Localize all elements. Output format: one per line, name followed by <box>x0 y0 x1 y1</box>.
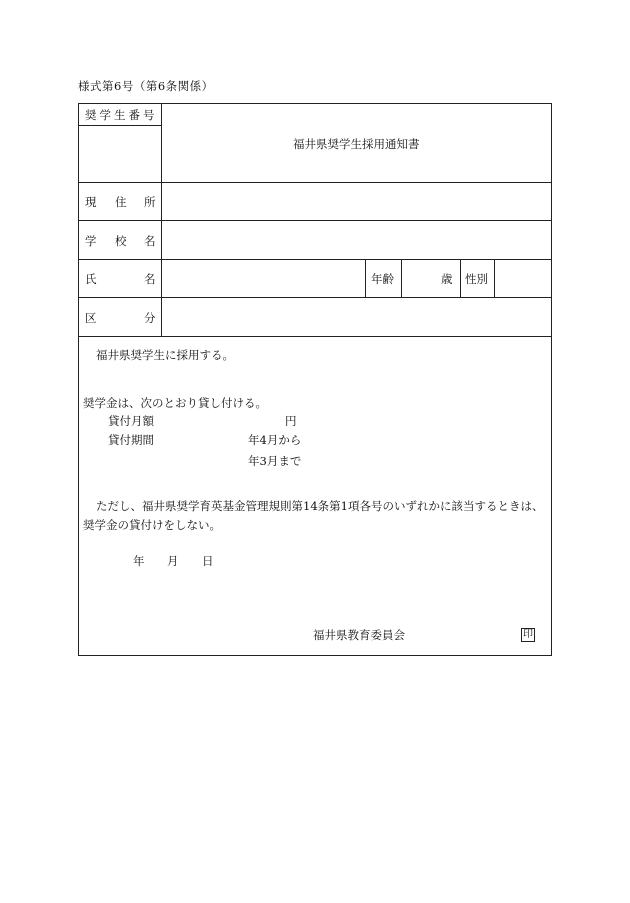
category-value[interactable] <box>162 298 551 335</box>
age-unit: 歳 <box>441 272 453 286</box>
loan-period-to: 年3月まで <box>248 454 302 468</box>
loan-intro-text: 奨学金は、次のとおり貸し付ける。 <box>83 396 267 410</box>
name-label-char-1: 氏 <box>85 272 97 286</box>
age-value[interactable] <box>402 260 438 296</box>
name-label-char-2: 名 <box>144 272 156 286</box>
rule-category-bottom <box>78 336 552 337</box>
rule-gender-left <box>460 259 461 297</box>
proviso-line-2: 奨学金の貸付けをしない。 <box>83 518 221 532</box>
date-day-label: 日 <box>202 554 214 568</box>
name-value[interactable] <box>162 260 364 296</box>
yen-unit: 円 <box>285 414 297 428</box>
rule-age-left <box>365 259 366 297</box>
gender-label: 性別 <box>465 272 488 286</box>
notice-title: 福井県奨学生採用通知書 <box>293 137 420 151</box>
school-label-char-1: 学 <box>85 234 97 248</box>
gender-value[interactable] <box>495 260 551 296</box>
category-label-char-2: 分 <box>144 311 156 325</box>
decision-text: 福井県奨学生に採用する。 <box>96 348 234 362</box>
address-label-char-2: 住 <box>115 195 127 209</box>
school-value[interactable] <box>162 221 551 258</box>
loan-period-from: 年4月から <box>248 433 302 447</box>
date-month-label: 月 <box>167 554 179 568</box>
address-label-char-3: 所 <box>144 195 156 209</box>
seal-mark: 印 <box>523 629 533 640</box>
issuer-name: 福井県教育委員会 <box>313 628 405 642</box>
proviso-line-1: ただし、福井県奨学育英基金管理規則第14条第1項各号のいずれかに該当するときは、 <box>96 499 544 513</box>
address-value[interactable] <box>162 183 551 219</box>
category-label-char-1: 区 <box>85 311 97 325</box>
monthly-amount-label: 貸付月額 <box>108 414 154 428</box>
loan-period-label: 貸付期間 <box>108 433 154 447</box>
school-label-char-3: 名 <box>144 234 156 248</box>
student-number-label: 奨学生番号 <box>85 108 158 122</box>
student-number-value[interactable] <box>79 126 160 181</box>
address-label-char-1: 現 <box>85 195 97 209</box>
form-reference: 様式第6号（第6条関係） <box>78 79 214 93</box>
age-label: 年齢 <box>371 272 394 286</box>
date-year-label: 年 <box>133 554 145 568</box>
school-label-char-2: 校 <box>115 234 127 248</box>
